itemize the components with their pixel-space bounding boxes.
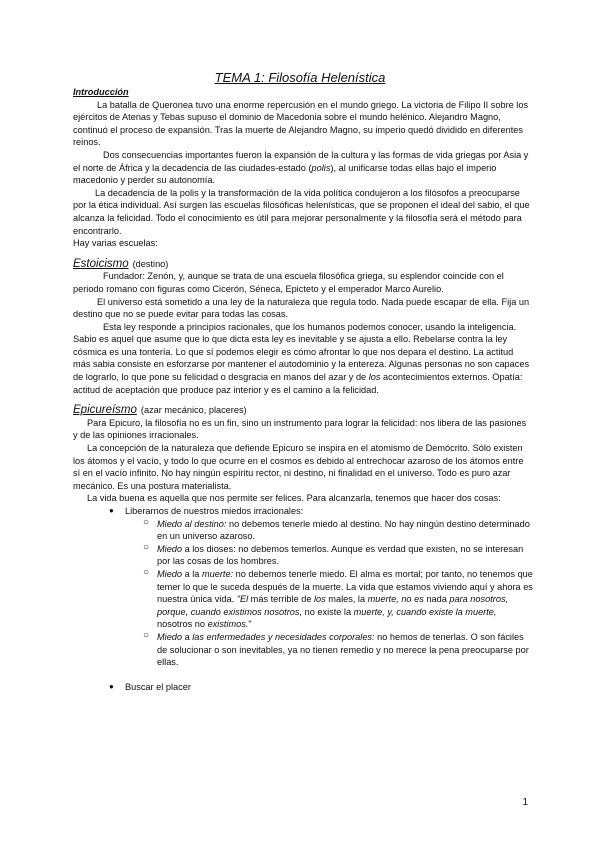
text-run: no debemos tenerle miedo. El alma es mortal; por tanto, no tenemos que temer lo que le suceda después de la muerte. La vida que estamos viviendo aquí y ahora es nuestra única vida.	[157, 568, 533, 605]
text-run: no existe la	[302, 606, 354, 617]
emphasis: Miedo al destino:	[157, 518, 227, 529]
intro-paragraph-4: Hay varias escuelas:	[73, 238, 158, 249]
text-run: Esta ley responde a principios racionales, que los humanos podemos conocer, usando la inteligencia. Sabio es aquel que asume que lo que dicta esta ley es inevitable y se ajusta a ello. Rebelarse contra la ley cósmica es una tontería. Lo que sí podemos elegir es cómo afrontar lo que nos depara el destino. La actitud más sabia consiste en esforzarse por mantener el autodominio y la entereza. Algunas personas no son capaces de lograrlo, lo que pone su felicidad o desgracia en manos del azar y de	[73, 321, 530, 383]
spacer	[73, 669, 533, 681]
list-item-text: Buscar el placer	[125, 681, 191, 692]
section-heading-epicureismo	[73, 404, 533, 417]
emphasis: muerte:	[201, 568, 234, 579]
sub-list-item	[73, 568, 533, 631]
document-title: TEMA 1: Filosofía Helenística	[214, 70, 386, 85]
emphasis: existimos.	[207, 619, 249, 630]
emphasis: "El	[236, 594, 249, 605]
estoicismo-paragraph-2: El universo está sometido a una ley de la naturaleza que regula todo. Nada puede escapar de ella. Fija un destino que no se puede evitar para todas las cosas.	[73, 296, 530, 320]
emphasis: las enfermedades y necesidades corporales:	[192, 631, 375, 642]
intro-heading: Introducción	[73, 87, 129, 97]
emphasis: muerte, y, cuando existe la muerte,	[353, 606, 497, 617]
emphasis: para nosotros, porque, cuando existimos nosotros,	[157, 594, 509, 617]
sub-list-item	[73, 518, 533, 543]
bullet-list	[73, 681, 533, 694]
emphasis: Miedo	[157, 631, 183, 642]
intro-paragraph-1: La batalla de Queronea tuvo una enorme repercusión en el mundo griego. La victoria de Filipo II sobre los ejércitos de Atenas y Tebas supuso el dominio de Macedonia sobre el mundo helénico. Alejandro Magno, continuó el proceso de expansión. Tras la muerte de Alejandro Magno, su imperio quedó dividido en diferentes reinos.	[73, 99, 529, 148]
text-run: Dos consecuencias importantes fueron la expansión de la cultura y las formas de vida griegas por Asia y el norte de África y la decadencia de las ciudades-estado (	[73, 149, 529, 173]
list-item	[73, 505, 533, 518]
text-run: acontecimientos externos. Opatía: actitud de aceptación que produce paz interior y es el camino a la felicidad.	[73, 372, 523, 395]
sub-list-item	[73, 543, 533, 568]
epicureismo-paragraph-3: La vida buena es aquella que nos permite ser felices. Para alcanzarla, tenemos que hacer dos cosas:	[87, 493, 501, 504]
intro-paragraph-2	[73, 149, 533, 187]
emphasis: muerte, no es	[367, 594, 424, 605]
section-note: (azar mecánico, placeres)	[140, 405, 247, 416]
text-run: no hemos de tenerlas. O son fáciles de solucionar o son inevitables, ya no tienen remedio y no merece la pena preocuparse por ellas.	[157, 631, 529, 668]
emphasis: los	[368, 372, 381, 383]
emphasis: polis	[311, 162, 331, 173]
section-heading-estoicismo	[73, 258, 533, 271]
emphasis: Miedo	[157, 568, 183, 579]
bullet-icon: ●	[109, 681, 114, 691]
text-run: "	[248, 619, 252, 630]
sub-list-item	[73, 631, 533, 669]
circle-bullet-icon: ○	[143, 541, 150, 553]
intro-paragraph-3: La decadencia de la polis y la transformación de la vida política condujeron a los filósofos a preocuparse por la ética individual. Así surgen las escuelas filosóficas helenísticas, que se proponen el ideal del sabio, el que alcanza la felicidad. Todo el conocimiento es útil para mejorar personalmente y la filosofía será el método para encontrarlo.	[73, 187, 530, 236]
section-note: (destino)	[132, 258, 169, 269]
sub-bullet-list	[73, 518, 533, 669]
section-name: Estoicismo	[73, 257, 129, 270]
circle-bullet-icon: ○	[143, 629, 150, 641]
text-run: a la	[182, 568, 202, 579]
bullet-icon: ●	[109, 506, 114, 515]
section-name: Epicureísmo	[73, 404, 137, 417]
circle-bullet-icon: ○	[143, 566, 150, 578]
text-run: no debemos tenerle miedo al destino. No hay ningún destino determinado en un universo azaroso.	[157, 518, 530, 542]
estoicismo-paragraph-3	[73, 321, 533, 397]
text-run: ), al unificarse todas ellas bajo el imperio macedonio y perder su autonomía.	[73, 162, 497, 186]
epicureismo-paragraph-2: La concepción de la naturaleza que defiende Epicuro se inspira en el atomismo de Demócrito. Sólo existen los átomos y el vacío, y todo lo que ocurre en el cosmos es debido al entrechocar azaroso de los átomos entre sí en el vacío infinito. No hay ningún espíritu rector, ni destino, ni finalidad en el universo. Todo es puro azar mecánico. Es una postura materialista.	[73, 443, 524, 491]
text-run: a	[182, 631, 193, 642]
list-item-text: Liberarnos de nuestros miedos irracionales:	[125, 506, 304, 516]
epicureismo-paragraph-1: Para Epicuro, la filosofía no es un fin, sino un instrumento para lograr la felicidad: nos libera de las pasiones y de las opiniones irracionales.	[73, 417, 527, 441]
text-run: nosotros no	[157, 619, 208, 630]
text-run: más terrible de	[248, 594, 314, 605]
page-number: 1	[522, 797, 528, 808]
circle-bullet-icon: ○	[143, 516, 150, 528]
bullet-list	[73, 505, 533, 518]
list-item	[73, 681, 533, 694]
text-run: males, la	[325, 594, 368, 605]
text-run: nada	[423, 594, 450, 605]
emphasis: los	[314, 594, 326, 605]
emphasis: Miedo	[157, 543, 183, 554]
estoicismo-paragraph-1: Fundador: Zenón, y, aunque se trata de una escuela filosófica griega, su esplendor coincide con el periodo romano con figuras como Cicerón, Séneca, Epicteto y el emperador Marco Aurelio.	[73, 271, 504, 294]
document-body	[73, 86, 533, 693]
text-run: a los dioses: no debemos temerlos. Aunque es verdad que existen, no se interesan por las cosas de los hombres.	[157, 543, 524, 567]
